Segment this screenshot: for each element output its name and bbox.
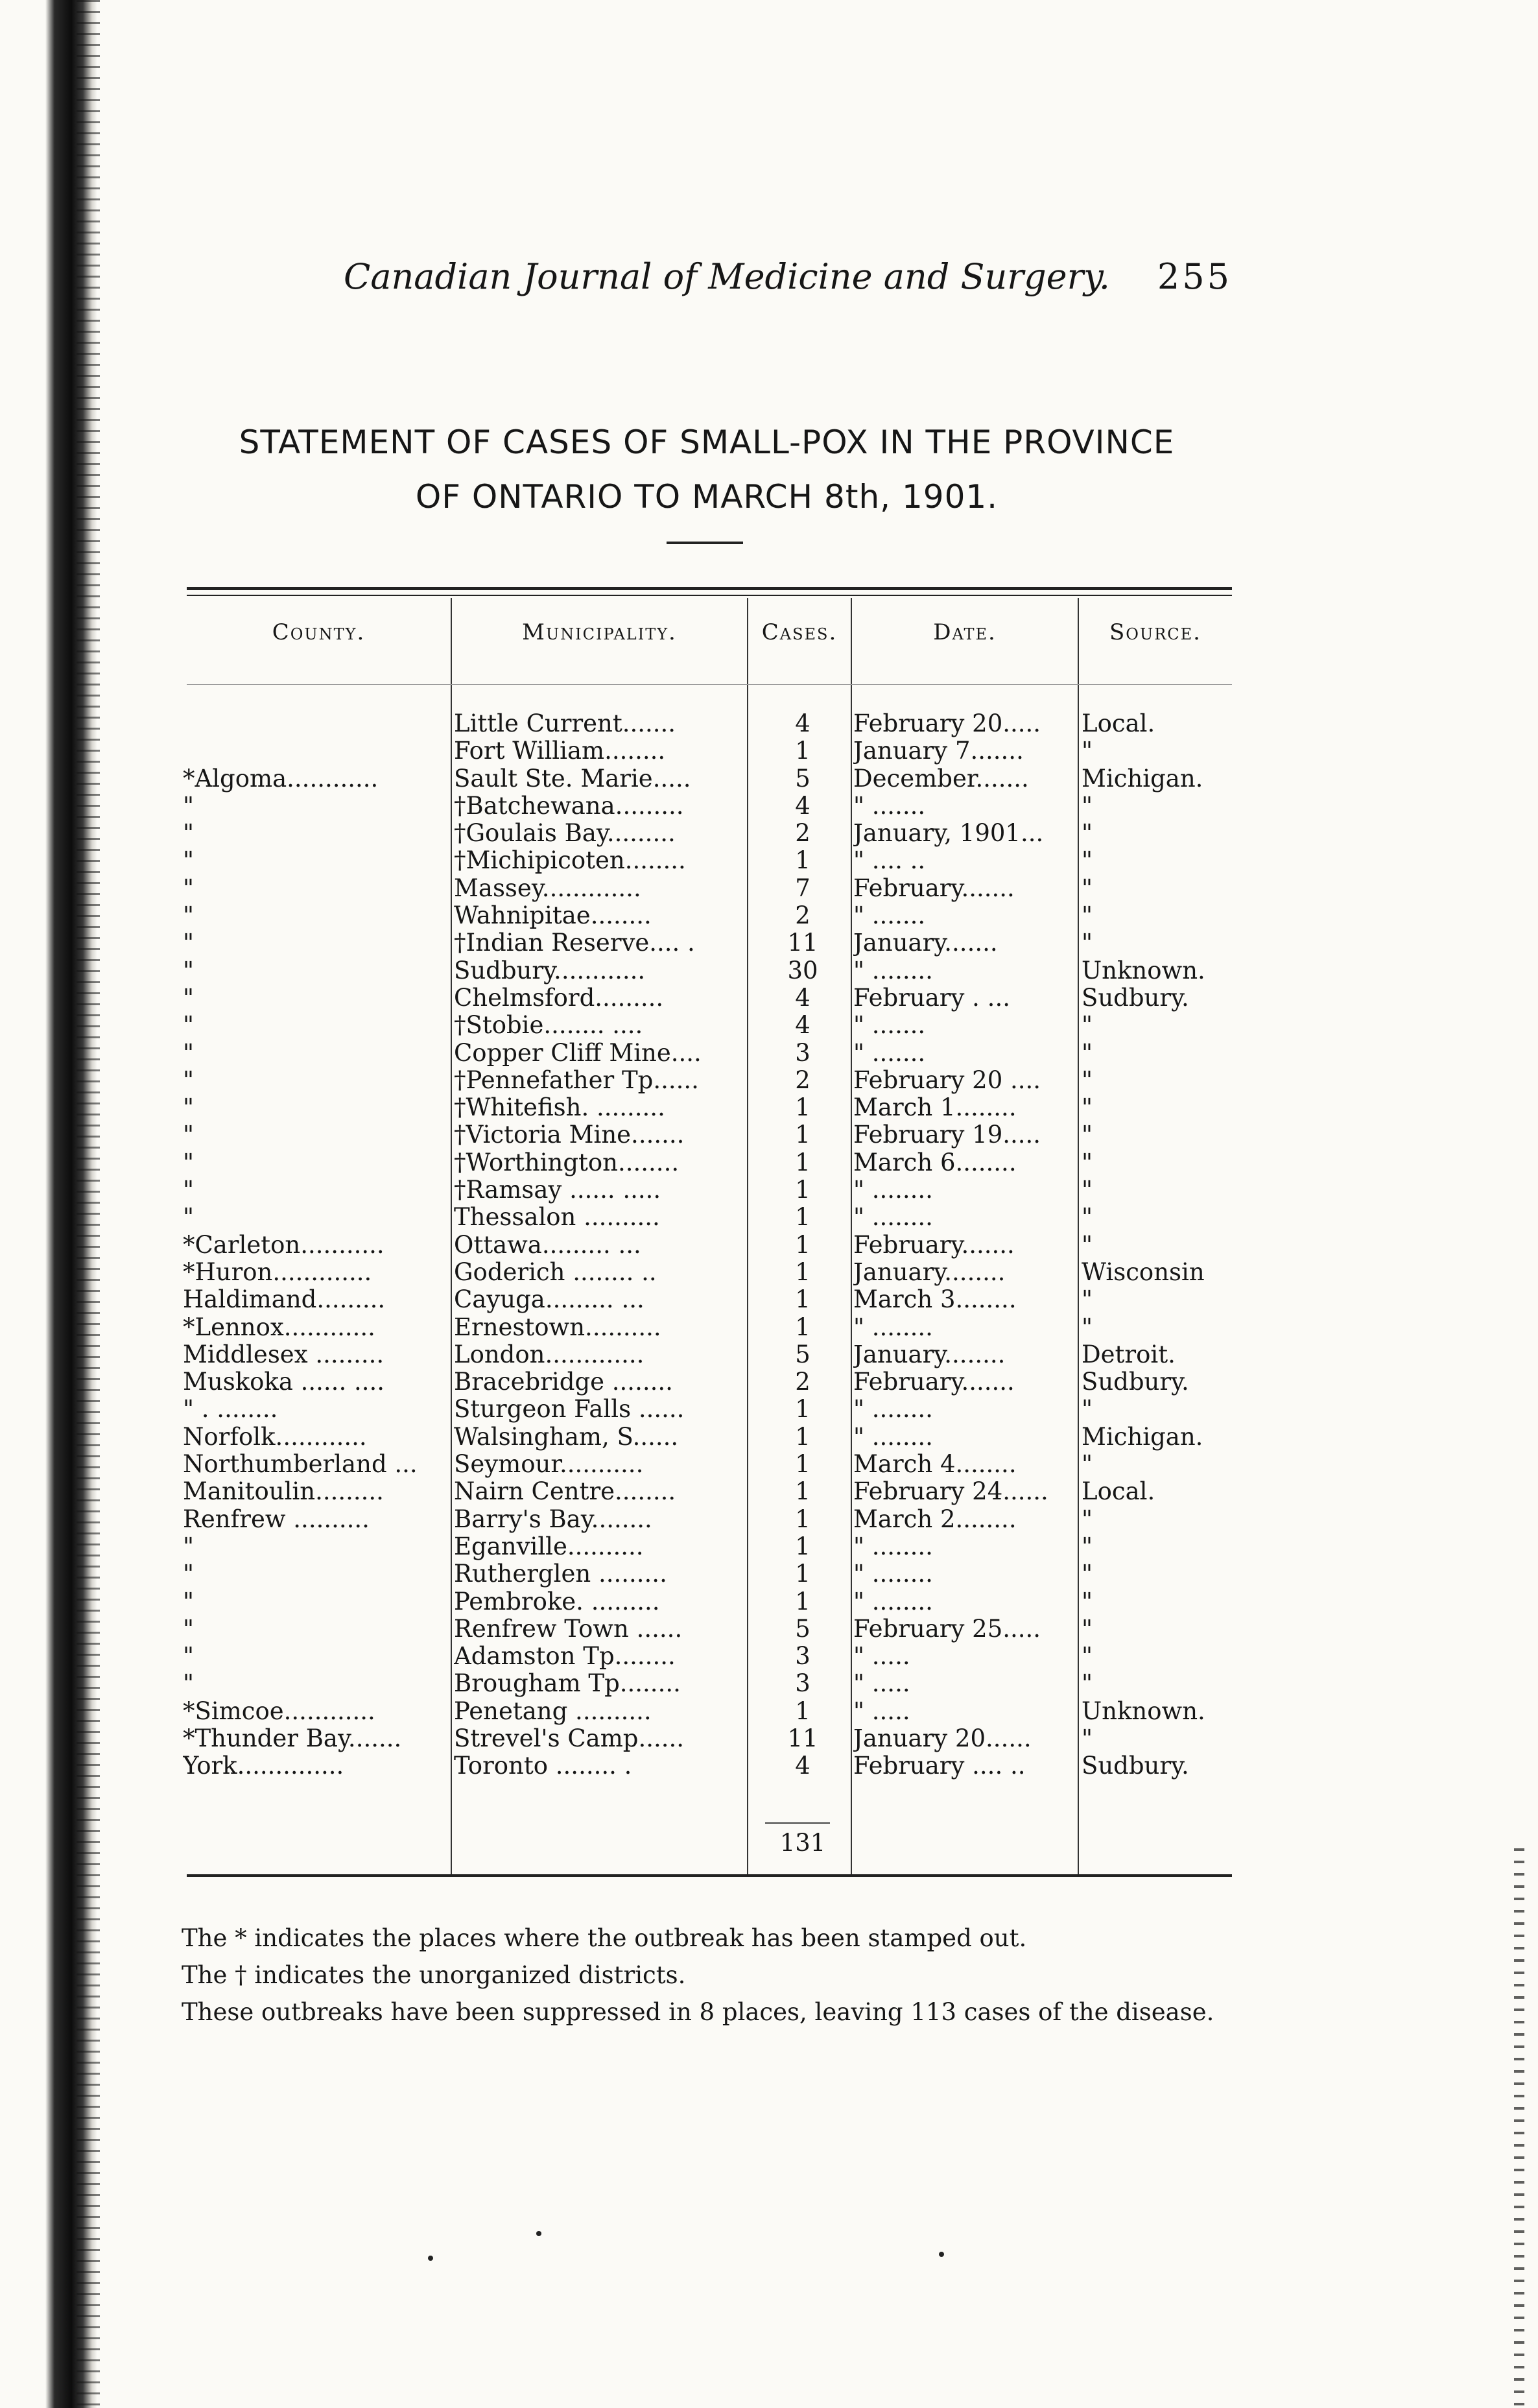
speck: [536, 2231, 541, 2236]
cell-source: Wisconsin: [1082, 1258, 1205, 1286]
cell-date: March 2........: [853, 1505, 1017, 1533]
table-row: [0, 1451, 1538, 1478]
table-row: [0, 1149, 1538, 1176]
cell-cases: 4: [795, 709, 810, 737]
cell-date: February.......: [853, 874, 1015, 902]
cell-source: ": [1082, 929, 1093, 957]
footnote-asterisk: The * indicates the places where the outbreak has been stamped out.: [182, 1924, 1027, 1952]
cell-source: ": [1082, 1012, 1093, 1040]
cell-municipality: †Whitefish. .........: [454, 1094, 665, 1122]
cell-cases: 2: [795, 1368, 810, 1396]
cell-municipality: Ottawa......... ...: [454, 1231, 641, 1259]
cell-municipality: Cayuga......... ...: [454, 1286, 645, 1314]
table-row: [0, 1478, 1538, 1505]
cell-county: ": [183, 957, 195, 984]
cell-date: " .......: [853, 902, 926, 930]
cell-date: February 19.....: [853, 1121, 1041, 1149]
cell-source: ": [1082, 1643, 1093, 1671]
cell-county: Renfrew ..........: [183, 1505, 370, 1533]
header-source: Source.: [1109, 619, 1201, 645]
cell-cases: 4: [795, 1752, 810, 1780]
total-cases: 131: [779, 1829, 826, 1857]
cell-date: February.......: [853, 1231, 1015, 1259]
cell-county: ": [183, 1532, 195, 1560]
cell-source: Unknown.: [1082, 1697, 1205, 1725]
table-row: [0, 1424, 1538, 1451]
cell-county: ": [183, 929, 195, 957]
table-row: [0, 847, 1538, 874]
cell-cases: 1: [795, 1477, 810, 1506]
cell-date: February 20 ....: [853, 1066, 1041, 1094]
table-row: [0, 1176, 1538, 1204]
cell-county: ": [183, 1066, 195, 1094]
cell-municipality: Copper Cliff Mine....: [454, 1039, 702, 1067]
cell-source: ": [1082, 1094, 1093, 1122]
cell-municipality: Little Current.......: [454, 710, 676, 737]
cell-source: ": [1082, 1176, 1093, 1204]
cell-date: February .... ..: [853, 1752, 1026, 1780]
cell-cases: 1: [795, 1505, 810, 1533]
cell-source: ": [1082, 792, 1093, 820]
cell-cases: 3: [795, 1038, 810, 1067]
statement-title: [182, 415, 1232, 524]
header-date: Date.: [933, 619, 997, 645]
cell-cases: 2: [795, 901, 810, 930]
table-row: [0, 957, 1538, 984]
cell-source: ": [1082, 874, 1093, 902]
cell-date: January 7.......: [853, 737, 1024, 765]
cell-date: " ........: [853, 1423, 933, 1451]
cell-municipality: †Ramsay ...... .....: [454, 1176, 661, 1204]
cell-source: ": [1082, 1066, 1093, 1094]
cell-cases: 1: [795, 1313, 810, 1341]
cell-source: Local.: [1082, 1478, 1155, 1506]
cell-date: " ........: [853, 1532, 933, 1560]
cell-county: ": [183, 1121, 195, 1149]
cell-county: *Carleton...........: [183, 1231, 384, 1259]
cell-source: ": [1082, 1505, 1093, 1533]
header-rule: [187, 684, 1232, 685]
cell-municipality: Goderich ........ ..: [454, 1258, 657, 1286]
cell-cases: 2: [795, 1066, 810, 1094]
table-row: [0, 875, 1538, 902]
cell-date: January........: [853, 1258, 1006, 1286]
cell-cases: 5: [795, 1340, 810, 1368]
cell-date: " .......: [853, 1039, 926, 1067]
table-top-rule: [187, 587, 1232, 590]
cell-municipality: Seymour...........: [454, 1451, 644, 1479]
cell-county: ": [183, 820, 195, 848]
cell-source: ": [1082, 1149, 1093, 1176]
table-row: [0, 1094, 1538, 1121]
footnotes: [182, 1920, 1245, 2031]
cell-municipality: Strevel's Camp......: [454, 1724, 685, 1752]
cell-county: " . ........: [183, 1396, 278, 1424]
table-row: [0, 929, 1538, 957]
cell-municipality: Sudbury............: [454, 957, 646, 984]
cell-municipality: Renfrew Town ......: [454, 1615, 683, 1643]
cell-county: ": [183, 792, 195, 820]
cell-date: " .... ..: [853, 847, 926, 875]
cell-source: ": [1082, 1560, 1093, 1588]
cell-county: Middlesex .........: [183, 1341, 384, 1368]
cell-date: February 25.....: [853, 1615, 1041, 1643]
cell-county: Northumberland ...: [183, 1451, 418, 1479]
cell-cases: 1: [795, 1148, 810, 1176]
cell-cases: 2: [795, 819, 810, 848]
header-municipality: Municipality.: [522, 619, 677, 645]
cell-date: " .....: [853, 1643, 910, 1671]
cell-municipality: Chelmsford.........: [454, 984, 664, 1012]
cell-cases: 1: [795, 1093, 810, 1122]
cell-county: ": [183, 984, 195, 1012]
cell-county: *Simcoe............: [183, 1697, 375, 1725]
table-row: [0, 793, 1538, 820]
cell-municipality: Eganville..........: [454, 1532, 644, 1560]
cell-date: February.......: [853, 1368, 1015, 1396]
table-row: [0, 1588, 1538, 1615]
cell-source: ": [1082, 847, 1093, 875]
cell-county: ": [183, 874, 195, 902]
cell-municipality: Wahnipitae........: [454, 902, 652, 930]
cell-cases: 1: [795, 1532, 810, 1560]
cell-date: March 4........: [853, 1451, 1017, 1479]
cell-date: " .......: [853, 792, 926, 820]
cell-date: " .......: [853, 1012, 926, 1040]
title-line-1: STATEMENT OF CASES OF SMALL-POX IN THE PROVINCE: [239, 423, 1175, 461]
cell-municipality: Sault Ste. Marie.....: [454, 765, 691, 793]
cell-date: March 3........: [853, 1286, 1017, 1314]
table-row: [0, 1067, 1538, 1094]
cell-source: ": [1082, 1204, 1093, 1232]
table-top-rule-thin: [187, 595, 1232, 596]
cell-county: ": [183, 1204, 195, 1232]
cell-date: February 24......: [853, 1478, 1048, 1506]
cell-county: ": [183, 1560, 195, 1588]
cell-cases: 1: [795, 1285, 810, 1314]
cell-municipality: Nairn Centre........: [454, 1478, 676, 1506]
table-row: [0, 1506, 1538, 1533]
cell-source: ": [1082, 1231, 1093, 1259]
cell-source: Sudbury.: [1082, 1368, 1189, 1396]
table-row: [0, 984, 1538, 1012]
cell-cases: 1: [795, 1395, 810, 1424]
cell-cases: 1: [795, 1121, 810, 1149]
cell-municipality: †Indian Reserve.... .: [454, 929, 695, 957]
cell-county: ": [183, 902, 195, 930]
table-row: [0, 1725, 1538, 1752]
cell-source: ": [1082, 1588, 1093, 1615]
cell-county: *Lennox............: [183, 1313, 375, 1341]
cell-county: *Thunder Bay.......: [183, 1724, 402, 1752]
cell-county: *Algoma............: [183, 765, 379, 793]
cell-municipality: †Worthington........: [454, 1149, 680, 1176]
table-row: [0, 1396, 1538, 1423]
cell-county: ": [183, 847, 195, 875]
table-row: [0, 765, 1538, 793]
running-header: [182, 250, 1232, 308]
right-edge-marks: [1514, 1848, 1524, 2406]
cell-source: Local.: [1082, 710, 1155, 737]
cell-county: Haldimand.........: [183, 1286, 386, 1314]
table-row: [0, 1560, 1538, 1588]
cell-source: ": [1082, 1532, 1093, 1560]
cell-municipality: Fort William........: [454, 737, 666, 765]
cell-cases: 1: [795, 846, 810, 875]
cell-date: January.......: [853, 929, 998, 957]
table-row: [0, 902, 1538, 929]
cell-date: March 6........: [853, 1149, 1017, 1176]
table-row: [0, 1040, 1538, 1067]
table-bottom-rule: [187, 1874, 1232, 1877]
cell-date: " ........: [853, 957, 933, 984]
table-row: [0, 1121, 1538, 1149]
cell-municipality: †Michipicoten........: [454, 847, 686, 875]
cell-cases: 4: [795, 983, 810, 1012]
cell-cases: 1: [795, 1587, 810, 1615]
title-line-2: OF ONTARIO TO MARCH 8th, 1901.: [415, 478, 999, 516]
cell-cases: 1: [795, 1450, 810, 1479]
cell-source: ": [1082, 1121, 1093, 1149]
table-row: [0, 1232, 1538, 1259]
cell-county: ": [183, 1039, 195, 1067]
total-rule: [765, 1822, 830, 1824]
cell-county: ": [183, 1149, 195, 1176]
cell-source: ": [1082, 1313, 1093, 1341]
title-divider: [667, 542, 743, 544]
cell-date: February 20.....: [853, 710, 1041, 737]
cell-municipality: Massey.............: [454, 874, 641, 902]
table-row: [0, 1368, 1538, 1396]
cell-cases: 1: [795, 1560, 810, 1588]
footnote-summary: These outbreaks have been suppressed in 8 places, leaving 113 cases of the disease.: [182, 1998, 1214, 2026]
cell-cases: 1: [795, 1258, 810, 1286]
cell-municipality: Brougham Tp........: [454, 1670, 681, 1698]
cell-municipality: †Batchewana.........: [454, 792, 684, 820]
cell-source: ": [1082, 1670, 1093, 1698]
cell-source: Michigan.: [1082, 765, 1203, 793]
cell-cases: 30: [787, 956, 818, 984]
cell-county: Muskoka ...... ....: [183, 1368, 385, 1396]
cell-date: December.......: [853, 765, 1029, 793]
cell-cases: 1: [795, 1203, 810, 1232]
cell-county: ": [183, 1588, 195, 1615]
cell-county: ": [183, 1615, 195, 1643]
cell-cases: 1: [795, 1697, 810, 1725]
cell-date: " ........: [853, 1396, 933, 1424]
cell-municipality: Barry's Bay........: [454, 1505, 652, 1533]
cell-municipality: Bracebridge ........: [454, 1368, 673, 1396]
page-number: 255: [1157, 256, 1232, 297]
table-row: [0, 1615, 1538, 1643]
table-row: [0, 1286, 1538, 1313]
cell-cases: 7: [795, 874, 810, 902]
speck: [428, 2256, 433, 2261]
cell-county: Manitoulin.........: [183, 1478, 384, 1506]
cell-date: " ........: [853, 1313, 933, 1341]
cell-cases: 4: [795, 791, 810, 820]
cell-source: Unknown.: [1082, 957, 1205, 984]
cell-date: March 1........: [853, 1094, 1017, 1122]
cell-county: *Huron.............: [183, 1258, 372, 1286]
cell-municipality: †Victoria Mine.......: [454, 1121, 685, 1149]
table-row: [0, 1533, 1538, 1560]
cell-date: " ........: [853, 1204, 933, 1232]
cell-date: January........: [853, 1341, 1006, 1368]
cell-cases: 3: [795, 1669, 810, 1698]
cell-source: ": [1082, 1396, 1093, 1424]
cell-source: ": [1082, 1039, 1093, 1067]
cell-municipality: Walsingham, S......: [454, 1423, 679, 1451]
cell-cases: 1: [795, 1176, 810, 1204]
cell-municipality: Sturgeon Falls ......: [454, 1396, 685, 1424]
cell-cases: 1: [795, 1230, 810, 1259]
journal-title: Canadian Journal of Medicine and Surgery.: [344, 256, 1110, 297]
cell-cases: 5: [795, 1614, 810, 1643]
table-row: [0, 1204, 1538, 1231]
cell-municipality: Rutherglen .........: [454, 1560, 667, 1588]
table-body: [0, 710, 1538, 1780]
table-row: [0, 820, 1538, 847]
cell-source: ": [1082, 1286, 1093, 1314]
cell-municipality: Thessalon ..........: [454, 1204, 660, 1232]
cell-county: ": [183, 1643, 195, 1671]
table-row: [0, 1341, 1538, 1368]
cell-municipality: Penetang ..........: [454, 1697, 652, 1725]
cell-source: Sudbury.: [1082, 984, 1189, 1012]
cell-source: ": [1082, 1451, 1093, 1479]
table-row: [0, 1752, 1538, 1780]
cell-date: " ........: [853, 1588, 933, 1615]
cell-source: ": [1082, 902, 1093, 930]
cell-cases: 3: [795, 1642, 810, 1671]
cell-municipality: Adamston Tp........: [454, 1643, 676, 1671]
cell-cases: 1: [795, 1422, 810, 1451]
table-row: [0, 710, 1538, 737]
cell-municipality: †Pennefather Tp......: [454, 1066, 699, 1094]
cell-source: ": [1082, 737, 1093, 765]
cell-county: ": [183, 1176, 195, 1204]
header-county: County.: [272, 619, 366, 645]
cell-source: ": [1082, 1615, 1093, 1643]
cell-municipality: Ernestown..........: [454, 1313, 661, 1341]
table-row: [0, 1314, 1538, 1341]
cell-date: " .....: [853, 1670, 910, 1698]
cell-source: Detroit.: [1082, 1341, 1176, 1368]
cell-date: January 20......: [853, 1724, 1032, 1752]
header-cases: Cases.: [761, 619, 838, 645]
cell-cases: 4: [795, 1011, 810, 1040]
cell-cases: 11: [787, 929, 818, 957]
cell-municipality: Pembroke. .........: [454, 1588, 660, 1615]
cell-county: ": [183, 1094, 195, 1122]
cell-date: February . ...: [853, 984, 1010, 1012]
cell-municipality: †Goulais Bay.........: [454, 820, 676, 848]
table-row: [0, 1643, 1538, 1670]
cell-cases: 1: [795, 737, 810, 765]
table-row: [0, 1698, 1538, 1725]
table-row: [0, 1259, 1538, 1286]
cell-county: Norfolk............: [183, 1423, 367, 1451]
cell-source: Sudbury.: [1082, 1752, 1189, 1780]
cell-municipality: London.............: [454, 1341, 645, 1368]
cell-county: York..............: [183, 1752, 344, 1780]
speck: [939, 2252, 944, 2257]
cell-county: ": [183, 1670, 195, 1698]
cell-source: ": [1082, 820, 1093, 848]
cell-source: ": [1082, 1724, 1093, 1752]
table-row: [0, 1670, 1538, 1697]
cell-municipality: †Stobie........ ....: [454, 1012, 643, 1040]
cell-date: " ........: [853, 1176, 933, 1204]
table-row: [0, 1012, 1538, 1039]
table-row: [0, 737, 1538, 765]
cell-date: January, 1901...: [853, 820, 1044, 848]
cell-source: Michigan.: [1082, 1423, 1203, 1451]
cell-cases: 11: [787, 1724, 818, 1752]
cell-cases: 5: [795, 764, 810, 793]
cell-municipality: Toronto ........ .: [454, 1752, 632, 1780]
cell-date: " ........: [853, 1560, 933, 1588]
footnote-dagger: The † indicates the unorganized districts.: [182, 1961, 686, 1989]
cell-date: " .....: [853, 1697, 910, 1725]
cell-county: ": [183, 1012, 195, 1040]
